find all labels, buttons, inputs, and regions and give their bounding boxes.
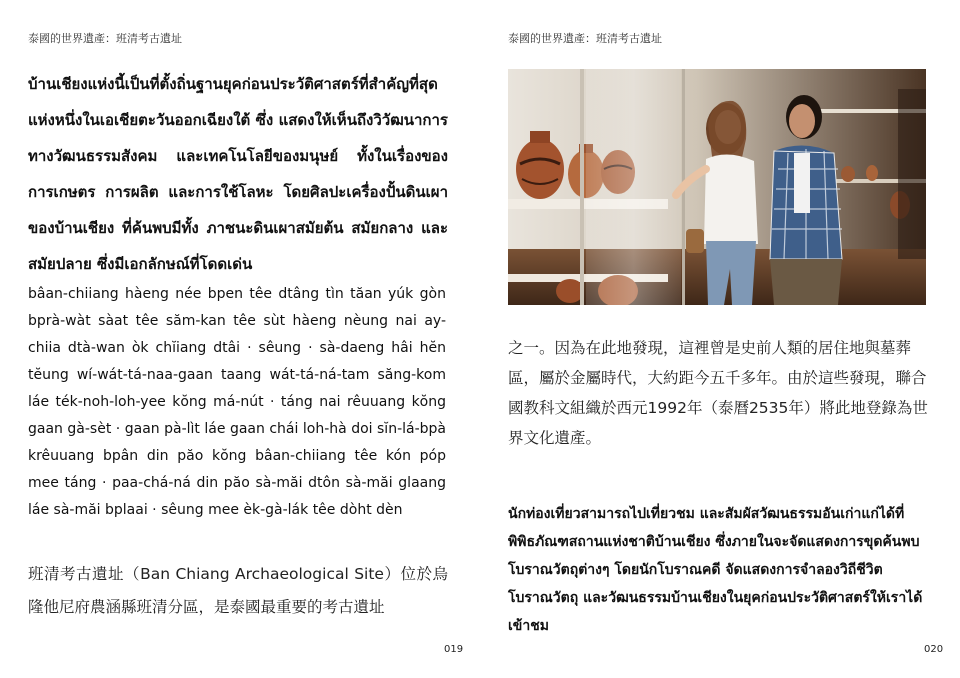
page-number: 020 <box>924 644 944 655</box>
right-page <box>480 0 960 678</box>
page-header: 泰國的世界遺產：班清考古遺址 <box>28 32 182 45</box>
page-header: 泰國的世界遺產：班清考古遺址 <box>508 32 662 45</box>
museum-photo <box>508 69 926 305</box>
transliteration-paragraph: bâan-chiiang hàeng née bpen têe dtâng tìn tăan yúk gòn bprà-wàt sàat têe săm-kan têe sùt hàeng nèung nai ay-chiia dtà-wan òk chĭiang dtâi · sêung · sà-daeng hâi hĕn tĕung wí-wát-tá-naa-gaan taang wát-tá-ná-tam săng-kom láe ték-noh-loh-yee kŏng má-nút · táng nai rêuuang kŏng gaan gà-sèt · gaan pà-lìt láe gaan chái loh-hà doi sĭn-lá-bpà krêuuang bpân din păo kŏng bâan-chiiang têe kón póp mee táng · paa-chá-ná din păo sà-măi dtôn sà-măi glaang láe sà-măi bplaai · sêung mee èk-gà-lák têe dòht dèn <box>28 286 446 518</box>
page-number: 019 <box>444 644 464 655</box>
thai-paragraph: บ้านเชียงแห่งนี้เป็นที่ตั้งถิ่นฐานยุคก่อนประวัติศาสตร์ที่สำคัญที่สุดแห่งหนึ่งในเอเชียตะวันออกเฉียงใต้ ซึ่ง แสดงให้เห็นถึงวิวัฒนาการทางวัฒนธรรมสังคม และเทคโนโลยีของมนุษย์ ทั้งในเรื่องของการเกษตร การผลิต และการใช้โลหะ โดยศิลปะเครื่องปั้นดินเผาของบ้านเชียง ที่ค้นพบมีทั้ง ภาชนะดินเผาสมัยต้น สมัยกลาง และสมัยปลาย ซึ่งมีเอกลักษณ์ที่โดดเด่น <box>28 75 448 273</box>
museum-visitors-illustration <box>508 69 926 305</box>
thai-paragraph: นักท่องเที่ยวสามารถไปเที่ยวชม และสัมผัสวัฒนธรรมอันเก่าแก่ได้ที่ พิพิธภัณฑสถานแห่งชาติบ้านเชียง ซึ่งภายในจะจัดแสดงการขุดค้นพบโบราณวัตถุต่างๆ โดยนักโบราณคดี จัดแสดงการจำลองวิถีชีวิต โบราณวัตถุ และวัฒนธรรมบ้านเชียงในยุคก่อนประวัติศาสตร์ให้เราได้เข้าชม <box>508 506 923 634</box>
chinese-paragraph: 班清考古遺址（Ban Chiang Archaeological Site）位於烏隆他尼府農涵縣班清分區，是泰國最重要的考古遺址 <box>28 565 448 616</box>
chinese-paragraph: 之一。因為在此地發現，這裡曾是史前人類的居住地與墓葬區，屬於金屬時代，大約距今五千多年。由於這些發現，聯合國教科文組織於西元1992年（泰曆2535年）將此地登錄為世界文化遺產。 <box>508 339 928 447</box>
